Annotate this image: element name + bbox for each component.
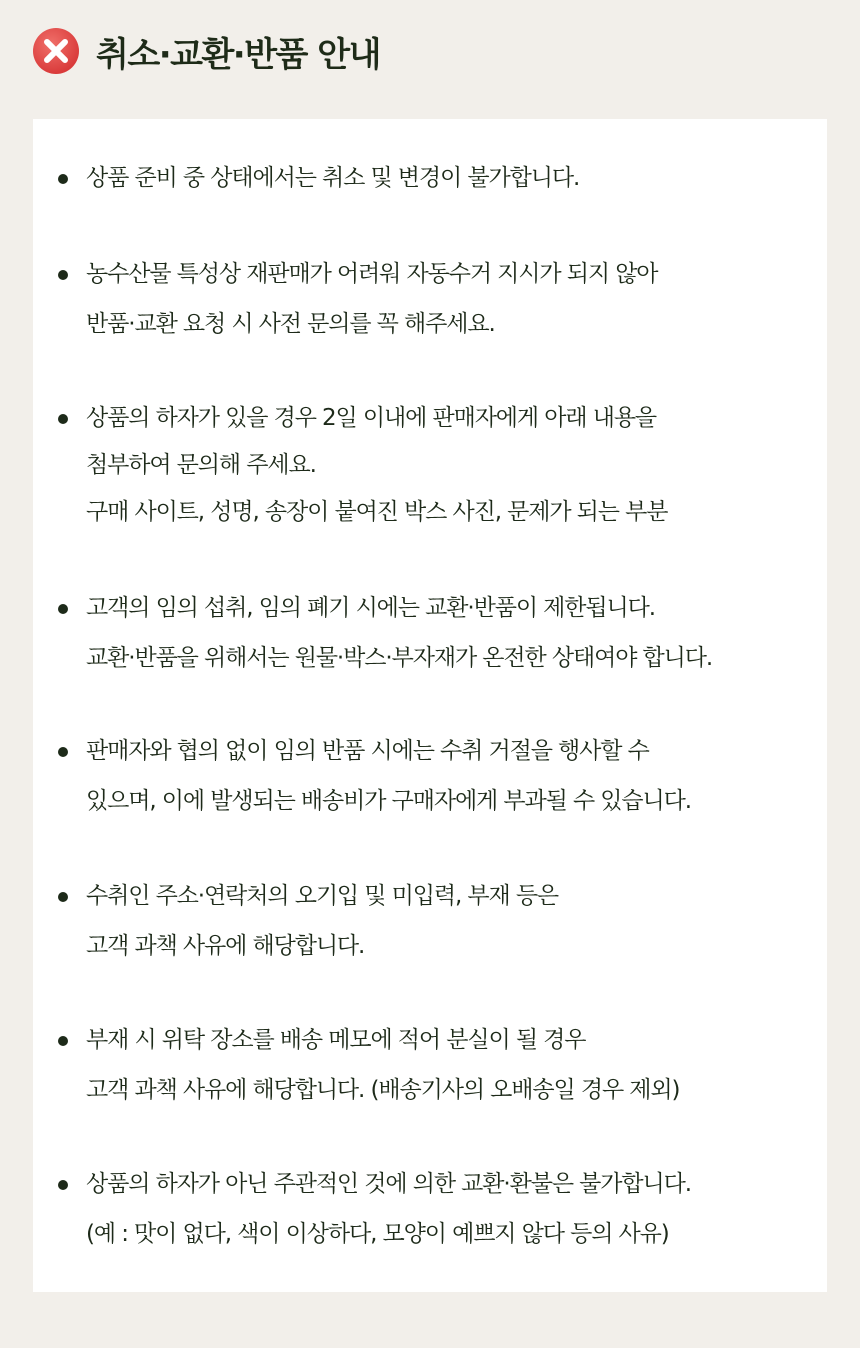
bullet: [58, 270, 68, 280]
notice-line: 수취인 주소·연락처의 오기입 및 미입력, 부재 등은: [86, 883, 559, 909]
notice-line: 고객의 임의 섭취, 임의 폐기 시에는 교환·반품이 제한됩니다.: [86, 595, 655, 621]
notice-line: 반품·교환 요청 시 사전 문의를 꼭 해주세요.: [86, 311, 495, 337]
page-title: 취소·교환·반품 안내: [96, 34, 380, 75]
notice-line: 판매자와 협의 없이 임의 반품 시에는 수취 거절을 행사할 수: [86, 738, 649, 764]
bullet: [58, 414, 68, 424]
notice-line: 첨부하여 문의해 주세요.: [86, 452, 316, 478]
notice-panel: [33, 119, 827, 1292]
notice-line: 교환·반품을 위해서는 원물·박스·부자재가 온전한 상태여야 합니다.: [86, 645, 713, 671]
bullet: [58, 174, 68, 184]
notice-line: 상품 준비 중 상태에서는 취소 및 변경이 불가합니다.: [86, 165, 580, 191]
notice-header: [32, 24, 380, 78]
bullet: [58, 1180, 68, 1190]
bullet: [58, 604, 68, 614]
notice-line: 상품의 하자가 아닌 주관적인 것에 의한 교환·환불은 불가합니다.: [86, 1171, 691, 1197]
notice-line: 고객 과책 사유에 해당합니다. (배송기사의 오배송일 경우 제외): [86, 1077, 680, 1103]
bullet: [58, 747, 68, 757]
notice-line: 농수산물 특성상 재판매가 어려워 자동수거 지시가 되지 않아: [86, 261, 658, 287]
notice-line: 상품의 하자가 있을 경우 2일 이내에 판매자에게 아래 내용을: [86, 405, 657, 431]
notice-line: (예 : 맛이 없다, 색이 이상하다, 모양이 예쁘지 않다 등의 사유): [86, 1221, 669, 1247]
notice-line: 고객 과책 사유에 해당합니다.: [86, 933, 365, 959]
notice-line: 구매 사이트, 성명, 송장이 붙여진 박스 사진, 문제가 되는 부분: [86, 499, 668, 525]
notice-line: 있으며, 이에 발생되는 배송비가 구매자에게 부과될 수 있습니다.: [86, 788, 691, 814]
bullet: [58, 892, 68, 902]
x-circle-icon: [32, 27, 80, 75]
bullet: [58, 1036, 68, 1046]
notice-line: 부재 시 위탁 장소를 배송 메모에 적어 분실이 될 경우: [86, 1027, 586, 1053]
